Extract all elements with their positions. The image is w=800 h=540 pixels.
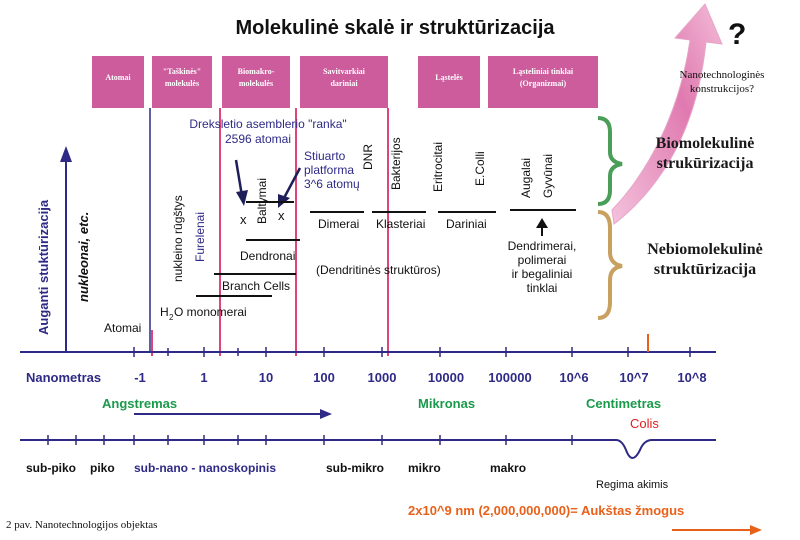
label-erythrocytes: Eritrocitai bbox=[431, 141, 445, 192]
axis-label-nucleons: nukleonai, etc. bbox=[76, 211, 91, 302]
stewart-line-2: platforma bbox=[304, 163, 355, 177]
scale-tick-3: 10 bbox=[258, 370, 274, 385]
label-animals: Gyvūnai bbox=[541, 153, 555, 198]
category-label-molecules-1: "Taškinės" bbox=[162, 67, 202, 76]
label-h2o-sub: 2 bbox=[169, 313, 174, 322]
dendrimers-line-3: ir begaliniai bbox=[511, 267, 573, 281]
human-height: 2x10^9 nm (2,000,000,000)= Aukštas žmogus bbox=[408, 503, 685, 518]
category-label-biomacro-2: molekulės bbox=[238, 79, 274, 88]
scale-name: Nanometras bbox=[26, 370, 102, 385]
prefix-macro: makro bbox=[490, 461, 527, 475]
category-label-networks-2: (Organizmai) bbox=[519, 79, 567, 88]
label-atoms: Atomai bbox=[104, 321, 142, 335]
label-ecoli: E.Colli bbox=[473, 151, 487, 186]
unit-micron: Mikronas bbox=[418, 396, 476, 411]
category-box-atoms bbox=[92, 56, 144, 108]
label-fullerenes: Furelenai bbox=[193, 211, 207, 262]
category-label-selforg-1: Savitvarkiai bbox=[323, 67, 365, 76]
scale-tick-8: 10^6 bbox=[559, 370, 589, 385]
visible-by-eye: Regima akimis bbox=[596, 479, 669, 491]
dendrimers-line-1: Dendrimerai, bbox=[507, 239, 577, 253]
unit-inch: Colis bbox=[630, 416, 659, 431]
label-h2o-h: H bbox=[160, 305, 169, 319]
scale-tick-9: 10^7 bbox=[619, 370, 649, 385]
prefix-sub-nano: sub-nano - nanoskopinis bbox=[134, 461, 277, 475]
brace-nonbiomolecular bbox=[598, 212, 622, 318]
diagram-title: Molekulinė skalė ir struktūrizacija bbox=[235, 17, 555, 39]
label-branch-cells: Branch Cells bbox=[222, 279, 291, 293]
label-clusters: Klasteriai bbox=[376, 217, 426, 231]
prefix-sub-micro: sub-mikro bbox=[326, 461, 385, 475]
label-structures: Dariniai bbox=[446, 217, 487, 231]
label-x-2: x bbox=[278, 208, 285, 223]
biomolecular-label-1: Biomolekulinė bbox=[655, 135, 755, 152]
label-bacteria: Bakterijos bbox=[389, 137, 403, 190]
label-dendrons: Dendronai bbox=[240, 249, 296, 263]
category-box-cells bbox=[418, 56, 480, 108]
nonbiomolecular-label-1: Nebiomolekulinė bbox=[647, 241, 763, 258]
label-monomers: O monomerai bbox=[174, 305, 247, 319]
label-dendritic-structures: (Dendritinės struktūros) bbox=[316, 263, 441, 277]
scale-tick-4: 100 bbox=[313, 370, 335, 385]
category-label-molecules-2: molekulės bbox=[164, 79, 200, 88]
axis-label-structurization: Auganti stuktūrizacija bbox=[36, 199, 51, 335]
biomolecular-label-2: strukūrizacija bbox=[656, 155, 754, 172]
prefix-micro: mikro bbox=[408, 461, 441, 475]
prefix-axis bbox=[20, 440, 716, 458]
label-plants: Augalai bbox=[519, 157, 533, 198]
prefix-pico: piko bbox=[90, 461, 115, 475]
prefix-sub-pico: sub-piko bbox=[26, 461, 76, 475]
unit-centimeter: Centimetras bbox=[586, 396, 662, 411]
scale-tick-6: 10000 bbox=[427, 370, 465, 385]
nano-constructions-2: konstrukcijos? bbox=[689, 83, 755, 95]
dendrimers-line-4: tinklai bbox=[526, 281, 558, 295]
nanoscopic-arrowhead bbox=[320, 409, 332, 419]
brace-biomolecular bbox=[598, 118, 622, 204]
scale-tick-5: 1000 bbox=[367, 370, 397, 385]
drexler-arrow bbox=[236, 160, 242, 196]
figure-caption: 2 pav. Nanotechnologijos objektas bbox=[6, 519, 158, 531]
category-label-networks-1: Ląsteliniai tinklai bbox=[512, 67, 574, 76]
scale-tick-2: 1 bbox=[200, 370, 208, 385]
nonbiomolecular-label-2: struktūrizacija bbox=[653, 261, 757, 278]
structurization-arrowhead bbox=[60, 146, 72, 162]
label-dna: DNR bbox=[361, 144, 375, 170]
unit-angstrom: Angstremas bbox=[102, 396, 178, 411]
label-nucleic-acids: nukleino rūgštys bbox=[171, 195, 185, 282]
category-label-atoms: Atomai bbox=[105, 73, 131, 82]
category-label-biomacro-1: Biomakro- bbox=[237, 67, 275, 76]
category-label-cells: Ląstelės bbox=[435, 73, 463, 82]
label-proteins: Baltymai bbox=[255, 177, 269, 224]
dendrimers-line-2: polimerai bbox=[517, 253, 567, 267]
stewart-line-1: Stiuarto bbox=[304, 149, 346, 163]
drexler-line-1: Dreksletio asemblerio "ranka" bbox=[189, 117, 347, 131]
growth-arrow bbox=[612, 4, 722, 224]
drexler-arrowhead bbox=[236, 190, 248, 206]
stewart-line-3: 3^6 atomų bbox=[304, 177, 360, 191]
scale-tick-10: 10^8 bbox=[677, 370, 707, 385]
label-dimers: Dimerai bbox=[318, 217, 360, 231]
human-arrowhead bbox=[750, 525, 762, 535]
nano-constructions-1: Nanotechnologinės bbox=[679, 69, 765, 81]
dendrimers-arrowhead bbox=[536, 218, 548, 228]
drexler-line-2: 2596 atomai bbox=[224, 132, 292, 146]
category-label-selforg-2: dariniai bbox=[330, 79, 358, 88]
label-x-1: x bbox=[240, 212, 247, 227]
question-mark: ? bbox=[728, 18, 747, 51]
scale-tick-7: 100000 bbox=[488, 370, 532, 385]
stewart-arrow bbox=[284, 168, 300, 198]
scale-tick-1: -1 bbox=[134, 370, 146, 385]
